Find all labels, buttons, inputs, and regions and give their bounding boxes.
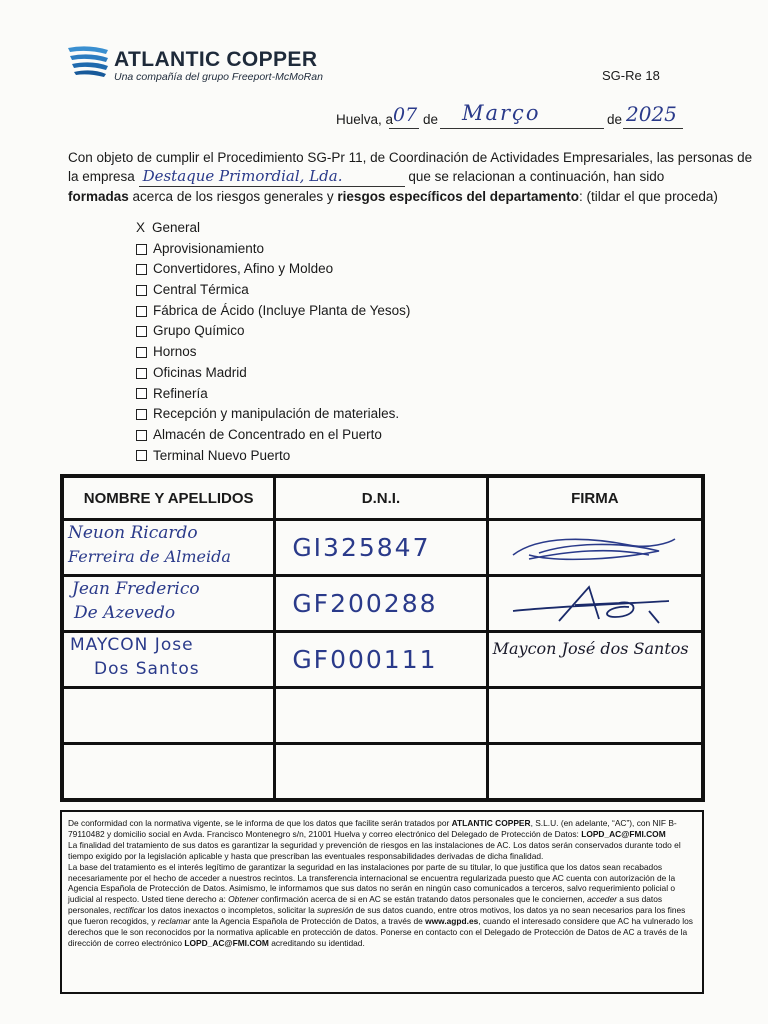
date-de-label-2: de [607, 112, 623, 127]
data-protection-notice [60, 810, 704, 994]
name-cell[interactable] [64, 521, 273, 574]
department-item [136, 363, 410, 384]
department-item [136, 342, 410, 363]
name-cell[interactable] [64, 633, 273, 686]
signature-cell[interactable] [489, 577, 701, 630]
department-item [136, 446, 410, 467]
signature-scribble-1 [499, 525, 689, 571]
dni-cell[interactable] [276, 689, 485, 742]
table-row [64, 633, 701, 686]
legal-company-bold: ATLANTIC COPPER [451, 818, 531, 828]
legal-text: , cuando el interesado considere que AC ha vulnerado los derechos que le son reconocidos por la normativa aplicable en protección de datos. Ponerse en contacto con el Delegado de Protección de Datos de AC a través de la dirección de correo electrónico [68, 916, 693, 948]
legal-text: los datos inexactos o incompletos, solicitar la [147, 905, 315, 916]
document-ref-code: SG-Re 18 [602, 68, 660, 83]
company-name: Destaque Primordial, Lda. [139, 167, 405, 187]
trained-persons-table [60, 474, 705, 802]
legal-text: La base del tratamiento es el interés legítimo de garantizar la seguridad en las instalaciones por parte de su titular, lo que justifica que los datos sean recabados necesariamente por el hecho de acceder a nuestros recintos. La transferencia internacional se encuentra regularizada puesto que AC cuenta con autorización de la Agencia Española de Protección de Datos. Asimismo, le informamos que sus datos no serán en ningún caso comunicados a terceros, salvo requerimiento policial o judicial al respecto. Usted tiene derecho a: [68, 861, 676, 905]
legal-dpo-email: LOPD_AC@FMI.COM [184, 937, 269, 948]
department-item [136, 301, 410, 322]
checkbox[interactable] [136, 326, 147, 337]
name-cell[interactable] [64, 577, 273, 630]
checkbox[interactable] [136, 285, 147, 296]
department-label: Central Térmica [153, 282, 249, 298]
legal-italic: acceder [587, 894, 617, 905]
intro-line-2-suffix: que se relacionan a continuación, han sido [408, 169, 665, 184]
department-item [136, 218, 410, 239]
brand-tagline: Una compañía del grupo Freeport-McMoRan [114, 71, 323, 83]
legal-text: confirmación acerca de si en AC se están tratando datos personales que le conciernen, [260, 894, 585, 905]
intro-line-3b: : (tildar el que proceda) [579, 189, 718, 204]
name-line-1: MAYCON Jose [70, 635, 194, 655]
signature-cell[interactable] [489, 521, 701, 574]
department-item [136, 259, 410, 280]
intro-paragraph [68, 148, 753, 206]
signature-cell[interactable] [489, 745, 701, 798]
legal-italic: reclamar [157, 916, 191, 927]
name-line-1: Neuon Ricardo [68, 523, 198, 543]
signature-scribble-2 [499, 581, 689, 627]
department-item [136, 384, 410, 405]
dni-value: GF200288 [292, 589, 438, 618]
signature-handwritten: Maycon José dos Santos [492, 639, 689, 658]
checkbox[interactable] [136, 409, 147, 420]
legal-text: acreditando su identidad. [271, 937, 365, 948]
table-row [64, 521, 701, 574]
table-row [64, 689, 701, 742]
checkbox[interactable] [136, 430, 147, 441]
checkbox[interactable] [136, 244, 147, 255]
department-item [136, 425, 410, 446]
department-label: Fábrica de Ácido (Incluye Planta de Yesos) [153, 302, 411, 318]
department-item [136, 239, 410, 260]
name-cell[interactable] [64, 689, 273, 742]
signature-cell[interactable] [489, 689, 701, 742]
name-cell[interactable] [64, 745, 273, 798]
dni-value: GI325847 [292, 533, 431, 562]
intro-line-3a: acerca de los riesgos generales y [132, 189, 334, 204]
column-header-signature: FIRMA [489, 478, 701, 518]
legal-text: De conformidad con la normativa vigente, se le informa de que los datos que facilite serán tratados por [68, 818, 450, 828]
checkbox[interactable] [136, 450, 147, 461]
date-day: 07 [393, 104, 418, 126]
brand-name: ATLANTIC COPPER [114, 48, 318, 71]
checkbox[interactable] [136, 264, 147, 275]
table-row [64, 745, 701, 798]
checkbox[interactable] [136, 368, 147, 379]
department-checklist [136, 218, 410, 466]
department-label: Terminal Nuevo Puerto [153, 447, 291, 463]
department-item [136, 321, 410, 342]
intro-bold-formadas: formadas [68, 189, 129, 204]
legal-paragraph-2: La finalidad del tratamiento de sus datos es garantizar la seguridad y prevención de riesgos en las instalaciones de AC. Los datos serán conservados durante todo el tiempo exigido por la legislación aplicable y hasta que prescriban las eventuales responsabilidades derivadas de dicha finalidad. [68, 839, 681, 861]
legal-text: , S.L.U. (en adelante, “AC”), con NIF B-79110482 y domicilio social en Avda. Francisco Montenegro s/n, 21001 Huelva y correo electrónico del Delegado de Protección de Datos: [68, 818, 677, 839]
dni-cell[interactable] [276, 633, 485, 686]
department-label: Aprovisionamiento [153, 240, 265, 256]
department-label: Oficinas Madrid [153, 364, 247, 380]
legal-dpo-email: LOPD_AC@FMI.COM [581, 828, 666, 839]
signature-cell[interactable] [489, 633, 701, 686]
name-line-1: Jean Frederico [72, 579, 200, 599]
column-header-name: NOMBRE Y APELLIDOS [64, 478, 273, 518]
legal-paragraph-1 [68, 818, 696, 840]
checkbox[interactable] [136, 306, 147, 317]
intro-bold-riesgos: riesgos específicos del departamento [337, 189, 580, 204]
dni-cell[interactable] [276, 745, 485, 798]
name-line-2: De Azevedo [74, 603, 176, 623]
checkbox[interactable] [136, 347, 147, 358]
checkbox[interactable] [136, 388, 147, 399]
legal-italic: Obtener [228, 894, 259, 905]
department-label: Recepción y manipulación de materiales. [153, 406, 400, 422]
date-month: Março [462, 101, 541, 125]
department-label: General [152, 220, 201, 235]
department-item [136, 280, 410, 301]
department-label: Convertidores, Afino y Moldeo [153, 261, 334, 277]
department-label: Hornos [153, 344, 197, 360]
table-row [64, 577, 701, 630]
date-year: 2025 [626, 102, 677, 126]
department-item [136, 404, 410, 425]
name-line-2: Dos Santos [94, 659, 200, 679]
legal-text: ante la Agencia Española de Protección de Datos, a través de [192, 916, 423, 927]
agpd-link[interactable]: www.agpd.es [425, 916, 479, 927]
department-label: Refinería [153, 385, 208, 401]
dni-cell[interactable] [276, 577, 485, 630]
legal-italic: supresión [317, 905, 354, 916]
name-line-2: Ferreira de Almeida [68, 547, 231, 566]
date-de-label-1: de [423, 112, 439, 127]
legal-text: a sus datos personales, [68, 894, 663, 916]
department-label: Grupo Químico [153, 323, 245, 339]
dni-value: GF000111 [292, 645, 438, 674]
date-place-label: Huelva, a [336, 112, 394, 127]
legal-text: de sus datos cuando, entre otros motivos, los datos ya no sean necesarios para los fines que fueron recogidos, y [68, 905, 686, 927]
intro-company-label: la empresa [68, 169, 135, 184]
checked-mark[interactable]: X [136, 220, 146, 235]
dni-cell[interactable] [276, 521, 485, 574]
legal-italic: rectificar [113, 905, 146, 916]
department-label: Almacén de Concentrado en el Puerto [153, 426, 382, 442]
legal-paragraph-3 [68, 862, 696, 949]
column-header-dni: D.N.I. [276, 478, 485, 518]
intro-line-1: Con objeto de cumplir el Procedimiento SG-Pr 11, de Coordinación de Actividades Empresariales, las personas de [68, 150, 753, 165]
